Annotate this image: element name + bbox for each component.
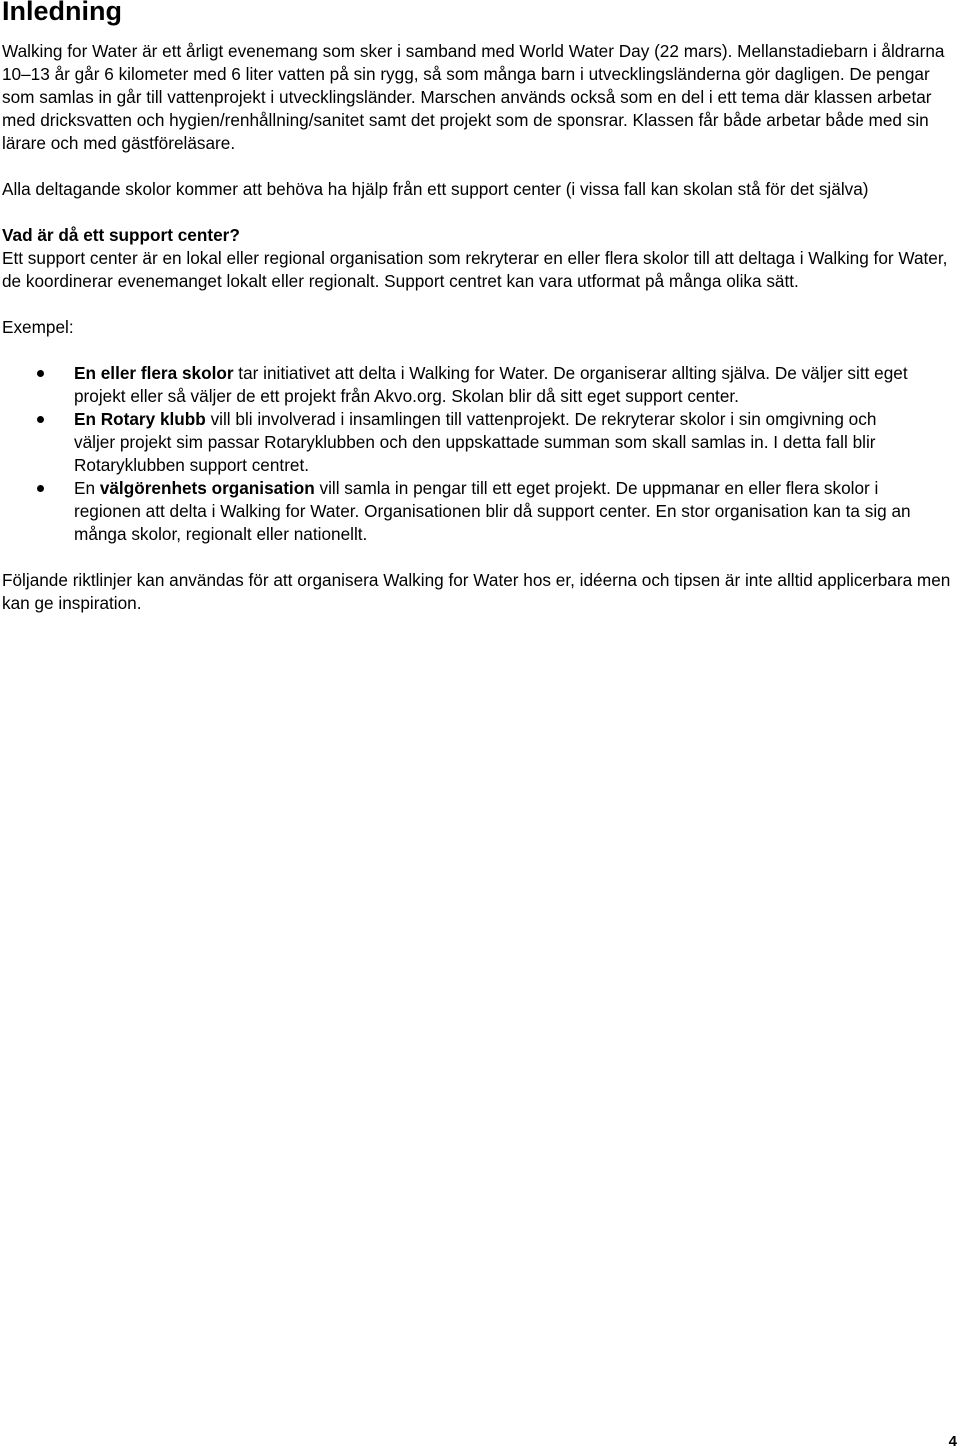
support-center-note-paragraph: Alla deltagande skolor kommer att behöva ha hjälp från ett support center (i vissa fall kan skolan stå för det själva): [2, 179, 869, 199]
list-item-text: tar initiativet att delta i Walking for Water. De organiserar allting själva. De väljer sitt eget projekt eller så väljer de ett projekt från Akvo.org. Skolan blir då sitt eget support center.: [74, 363, 908, 406]
list-item: [2, 408, 952, 477]
support-center-answer-paragraph: Ett support center är en lokal eller regional organisation som rekryterar en eller flera skolor till att deltaga i Walking for Water, de koordinerar evenemanget lokalt eller regionalt. Support centret kan vara utformat på många olika sätt.: [2, 248, 948, 291]
support-center-question: Vad är då ett support center?: [2, 225, 240, 245]
closing-paragraph: Följande riktlinjer kan användas för att organisera Walking for Water hos er, idéerna och tipsen är inte alltid applicerbara men kan ge inspiration.: [2, 570, 951, 613]
list-item-bold: välgörenhets organisation: [99, 478, 315, 498]
list-item-text: vill bli involverad i insamlingen till vattenprojekt. De rekryterar skolor i sin omgivning och väljer projekt sim passar Rotaryklubben och den uppskattade summan som skall samlas in. I detta fall blir Rotaryklubben support centret.: [74, 409, 877, 475]
list-item-prefix: En: [74, 478, 100, 498]
bullet-icon: [37, 370, 44, 377]
list-item: [2, 362, 952, 408]
bullet-icon: [37, 416, 44, 423]
example-list: [2, 362, 952, 546]
document-page: [2, 0, 952, 615]
list-item: [2, 477, 952, 546]
bullet-icon: [37, 485, 44, 492]
list-item-text: vill samla in pengar till ett eget projekt. De uppmanar en eller flera skolor i regionen att delta i Walking for Water. Organisationen blir då support center. En stor organisation kan ta sig an många skolor, regionalt eller nationellt.: [74, 478, 911, 544]
page-title: Inledning: [2, 0, 122, 26]
list-item-bold: En Rotary klubb: [74, 409, 206, 429]
page-number: 4: [948, 1433, 957, 1450]
intro-paragraph: Walking for Water är ett årligt evenemang som sker i samband med World Water Day (22 mars). Mellanstadiebarn i åldrarna 10–13 år går 6 kilometer med 6 liter vatten på sin rygg, så som många barn i utvecklingsländerna gör dagligen. De pengar som samlas in går till vattenprojekt i utvecklingsländer. Marschen används också som en del i ett tema där klassen arbetar med dricksvatten och hygien/renhållning/sanitet samt det projekt som de sponsrar. Klassen får både arbetar både med sin lärare och med gästföreläsare.: [2, 41, 945, 153]
list-item-bold: En eller flera skolor: [74, 363, 234, 383]
example-label: Exempel:: [2, 317, 74, 337]
